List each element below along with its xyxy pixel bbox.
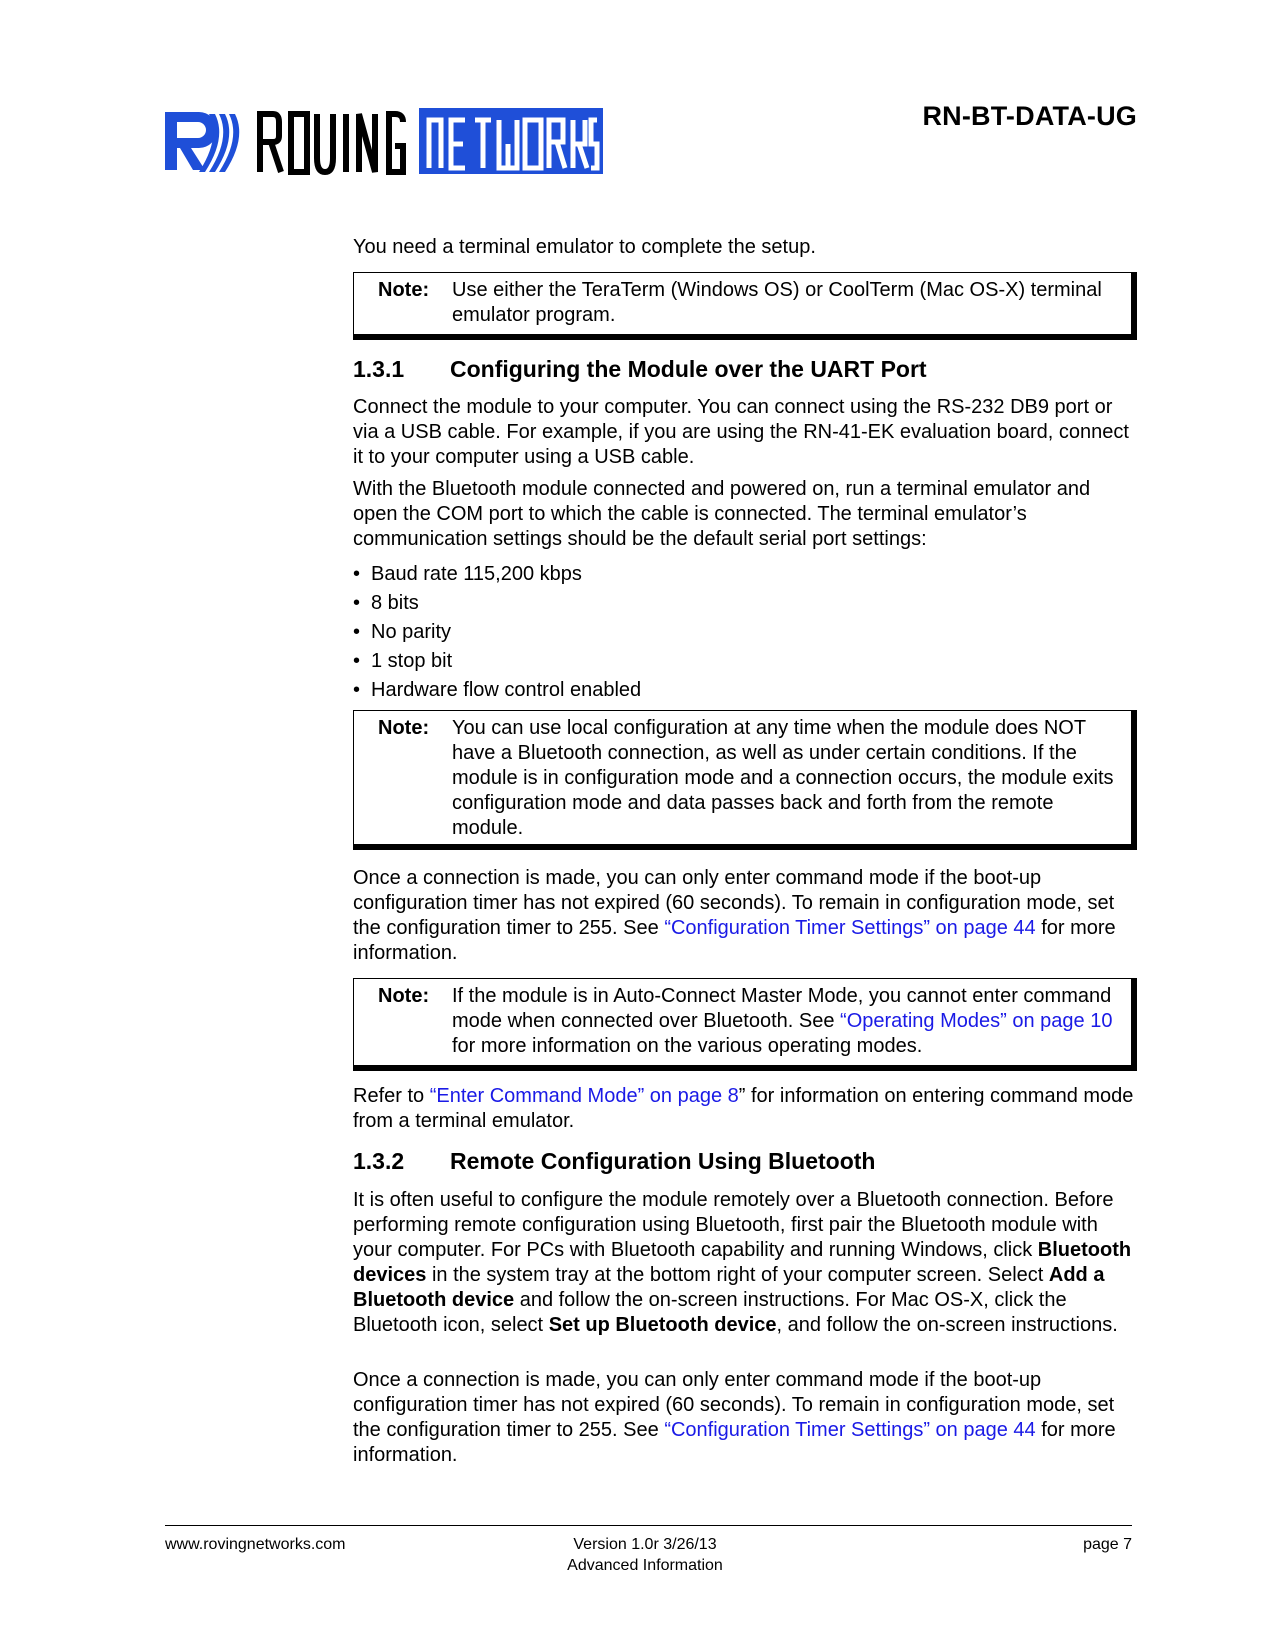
section-title: Configuring the Module over the UART Port [450, 356, 927, 382]
document-id: RN-BT-DATA-UG [922, 101, 1137, 131]
section-title: Remote Configuration Using Bluetooth [450, 1148, 876, 1174]
note-box-auto-connect [353, 978, 1137, 1071]
ui-term-bluetooth-devices: Bluetooth devices [353, 1239, 1132, 1286]
section-number: 1.3.1 [353, 356, 405, 382]
paragraph-connect-module: Connect the module to your computer. You can connect using the RS-232 DB9 port or via a USB cable. For example, if you are using the RN-41-EK evaluation board, connect it to your computer using a USB cable. [353, 396, 1129, 468]
link-configuration-timer-settings[interactable]: “Configuration Timer Settings” on page 44 [664, 917, 1036, 939]
list-item: • Hardware flow control enabled [353, 679, 642, 701]
list-item: • 8 bits [353, 592, 419, 614]
paragraph-command-mode: Once a connection is made, you can only enter command mode if the boot-up configuration timer has not expired (60 seconds). To remain in configuration mode, set the configuration timer to 255. See “Configuration Timer Settings” on page 44 for more information. [353, 867, 1116, 964]
note-label: Note: [378, 717, 430, 739]
footer-page-number: page 7 [1083, 1536, 1132, 1553]
note-box-terminal [353, 272, 1137, 340]
link-configuration-timer-settings[interactable]: “Configuration Timer Settings” on page 44 [664, 1419, 1036, 1441]
footer-divider [165, 1525, 1132, 1526]
note-box-local-config [353, 710, 1137, 850]
section-heading-1-3-1 [353, 356, 927, 383]
footer-website: www.rovingnetworks.com [165, 1536, 346, 1553]
paragraph-terminal-settings: With the Bluetooth module connected and powered on, run a terminal emulator and open the COM port to which the cable is connected. The terminal emulator’s communication settings should be the default serial port settings: [353, 478, 1091, 550]
intro-paragraph: You need a terminal emulator to complete the setup. [353, 236, 816, 258]
note-text: If the module is in Auto-Connect Master Mode, you cannot enter command mode when connected over Bluetooth. See “Operating Modes” on page 10 for more information on the various operating modes. [452, 985, 1113, 1057]
section-heading-1-3-2 [353, 1148, 875, 1175]
note-label: Note: [378, 985, 430, 1007]
footer-status: Advanced Information [567, 1557, 723, 1574]
section-number: 1.3.2 [353, 1148, 405, 1174]
serial-settings-list [353, 562, 641, 707]
paragraph-command-mode-remote: Once a connection is made, you can only enter command mode if the boot-up configuration timer has not expired (60 seconds). To remain in configuration mode, set the configuration timer to 255. See “Configuration Timer Settings” on page 44 for more information. [353, 1369, 1116, 1466]
note-label: Note: [378, 279, 430, 301]
roving-networks-logo [165, 108, 605, 178]
footer-version: Version 1.0r 3/26/13 [573, 1536, 717, 1553]
link-enter-command-mode[interactable]: “Enter Command Mode” on page 8 [429, 1085, 739, 1107]
ui-term-set-up-bluetooth-device: Set up Bluetooth device [548, 1314, 777, 1336]
link-operating-modes[interactable]: “Operating Modes” on page 10 [840, 1010, 1113, 1032]
paragraph-refer-command-mode: Refer to “Enter Command Mode” on page 8” for information on entering command mode from a terminal emulator. [353, 1085, 1134, 1132]
paragraph-remote-config: It is often useful to configure the module remotely over a Bluetooth connection. Before performing remote configuration using Bluetooth, first pair the Bluetooth module with your computer. For PCs with Bluetooth capability and running Windows, click Bluetooth devices in the system tray at the bottom right of your computer screen. Select Add a Bluetooth device and follow the on-screen instructions. For Mac OS-X, click the Bluetooth icon, select Set up Bluetooth device, and follow the on-screen instructions. [353, 1189, 1132, 1336]
note-text: Use either the TeraTerm (Windows OS) or CoolTerm (Mac OS-X) terminal emulator program. [452, 279, 1102, 326]
list-item: • 1 stop bit [353, 650, 453, 672]
note-text: You can use local configuration at any time when the module does NOT have a Bluetooth connection, as well as under certain conditions. If the module is in configuration mode and a connection occurs, the module exits configuration mode and data passes back and forth from the remote module. [452, 717, 1114, 839]
ui-term-add-bluetooth-device: Add a Bluetooth device [353, 1264, 1105, 1311]
list-item: • Baud rate 115,200 kbps [353, 563, 582, 585]
list-item: • No parity [353, 621, 452, 643]
